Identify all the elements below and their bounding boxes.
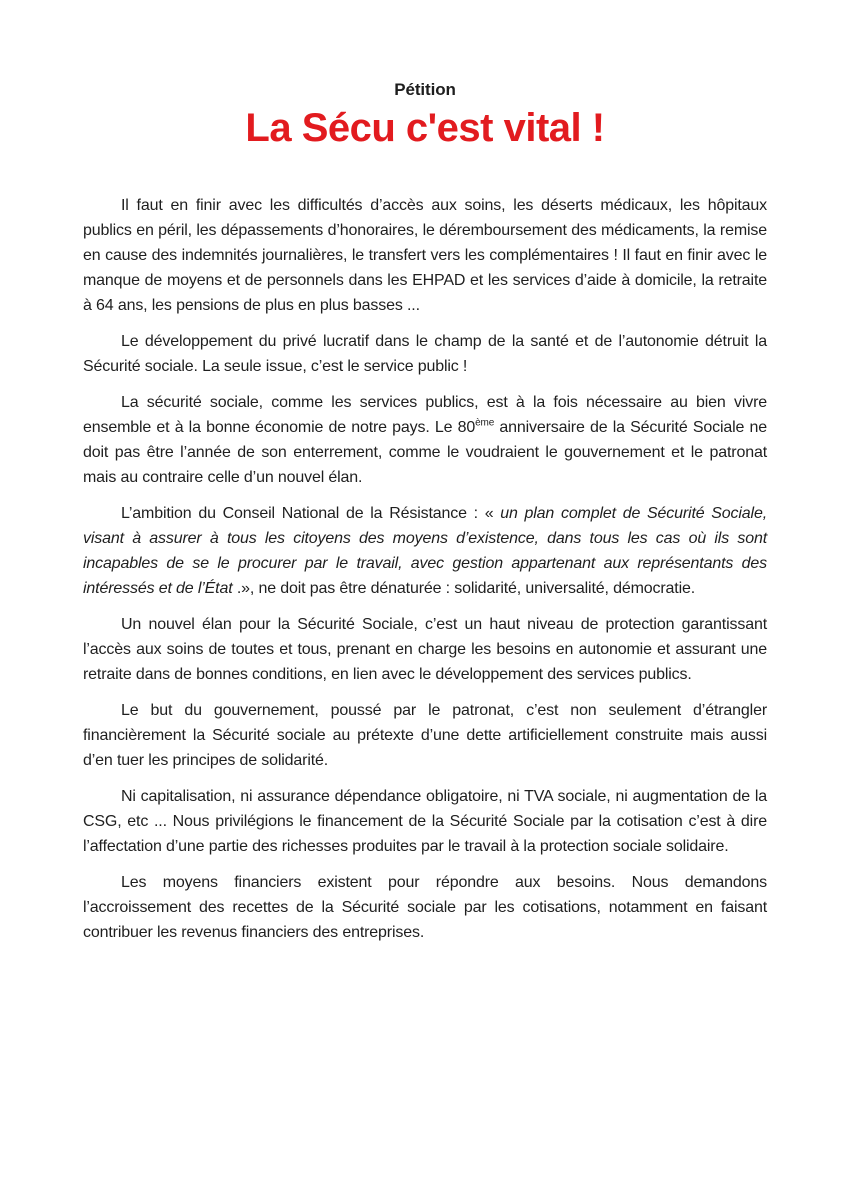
paragraph-segment: Le développement du privé lucratif dans le champ de la santé et de l’autonomie détruit la Sécurité sociale. La seule issue, c’est le service public !	[83, 333, 767, 375]
paragraph	[83, 193, 767, 318]
paragraph	[83, 870, 767, 945]
paragraph-segment: anniversaire de la Sécurité Sociale ne doit pas être l’année de son enterrement, comme le voudraient le gouvernement et le patronat mais au contraire celle d’un nouvel élan.	[83, 419, 767, 486]
paragraph	[83, 390, 767, 490]
paragraph-segment: Le but du gouvernement, poussé par le patronat, c’est non seulement d’étrangler financièrement la Sécurité sociale au prétexte d’une dette artificiellement construite mais aussi d’en tuer les principes de solidarité.	[83, 702, 767, 769]
paragraph-segment: La sécurité sociale, comme les services publics, est à la fois nécessaire au bien vivre ensemble et à la bonne économie de notre pays. Le 80	[83, 394, 767, 436]
paragraph	[83, 329, 767, 379]
document-kicker: Pétition	[394, 80, 456, 99]
paragraph-segment: L’ambition du Conseil National de la Résistance : «	[121, 505, 501, 522]
paragraph	[83, 501, 767, 601]
paragraph-segment: Ni capitalisation, ni assurance dépendance obligatoire, ni TVA sociale, ni augmentation de la CSG, etc ... Nous privilégions le financement de la Sécurité Sociale par la cotisation c’est à dire l’affectation d’une partie des richesses produites par le travail à la protection sociale solidaire.	[83, 788, 767, 855]
paragraph-segment: Les moyens financiers existent pour répondre aux besoins. Nous demandons l’accroissement des recettes de la Sécurité sociale par les cotisations, notamment en faisant contribuer les revenus financiers des entreprises.	[83, 874, 767, 941]
paragraph	[83, 612, 767, 687]
document-body	[83, 193, 767, 945]
paragraph-segment: un plan complet de Sécurité Sociale, visant à assurer à tous les citoyens des moyens d’existence, dans tous les cas où ils sont incapables de se le procurer par le travail, avec gestion appartenant aux représentants des intéressés et de l’État	[83, 505, 767, 597]
paragraph-segment: .», ne doit pas être dénaturée : solidarité, universalité, démocratie.	[232, 580, 696, 597]
paragraph-segment: ème	[475, 417, 495, 429]
paragraph-segment: Il faut en finir avec les difficultés d’accès aux soins, les déserts médicaux, les hôpitaux publics en péril, les dépassements d’honoraires, le déremboursement des médicaments, la remise en cause des indemnités journalières, le transfert vers les complémentaires ! Il faut en finir avec le manque de moyens et de personnels dans les EHPAD et les services d’aide à domicile, la retraite à 64 ans, les pensions de plus en plus basses ...	[83, 197, 767, 314]
paragraph	[83, 784, 767, 859]
page-title: La Sécu c'est vital !	[245, 106, 605, 150]
paragraph	[83, 698, 767, 773]
paragraph-segment: Un nouvel élan pour la Sécurité Sociale, c’est un haut niveau de protection garantissant l’accès aux soins de toutes et tous, prenant en charge les besoins en autonomie et assurant une retraite dans de bonnes conditions, en lien avec le développement des services publics.	[83, 616, 767, 683]
